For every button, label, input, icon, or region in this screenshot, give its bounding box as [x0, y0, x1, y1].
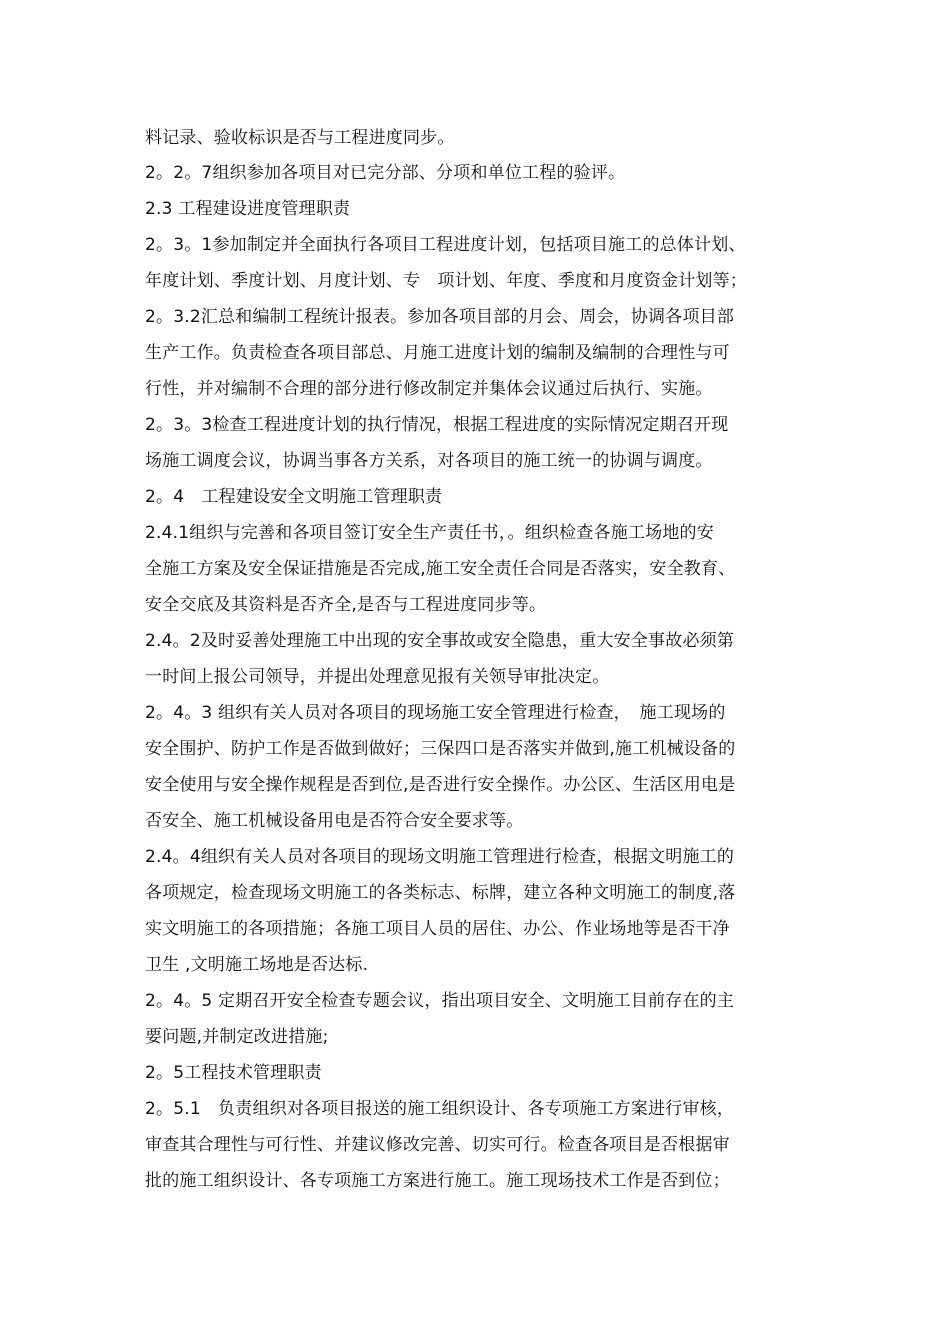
- section-heading: 2.3 工程建设进度管理职责: [145, 199, 351, 219]
- text-line: 年度计划、季度计划、月度计划、专 项计划、年度、季度和月度资金计划等；: [145, 271, 747, 291]
- text-line: 全施工方案及安全保证措施是否完成,施工安全责任合同是否落实，安全教育、: [145, 559, 736, 579]
- text-line: 审查其合理性与可行性、并建议修改完善、切实可行。检查各项目是否根据审: [145, 1135, 730, 1155]
- text-line: 卫生 ,文明施工场地是否达标.: [145, 955, 369, 975]
- text-line: 行性，并对编制不合理的部分进行修改制定并集体会议通过后执行、实施。: [145, 379, 713, 399]
- text-line: 2。5.1 负责组织对各项目报送的施工组织设计、各专项施工方案进行审核，: [145, 1099, 735, 1119]
- text-line: 生产工作。负责检查各项目部总、月施工进度计划的编制及编制的合理性与可: [145, 343, 730, 363]
- text-line: 2。2。7组织参加各项目对已完分部、分项和单位工程的验评。: [145, 163, 626, 183]
- text-line: 批的施工组织设计、各专项施工方案进行施工。施工现场技术工作是否到位；: [145, 1171, 730, 1191]
- text-line: 一时间上报公司领导，并提出处理意见报有关领导审批决定。: [145, 667, 610, 687]
- text-line: 安全围护、防护工作是否做到做好；三保四口是否落实并做到,施工机械设备的: [145, 739, 736, 759]
- text-line: 料记录、验收标识是否与工程进度同步。: [145, 128, 455, 148]
- text-line: 要问题,并制定改进措施;: [145, 1027, 329, 1047]
- text-line: 2.4。4组织有关人员对各项目的现场文明施工管理进行检查，根据文明施工的: [145, 847, 735, 867]
- text-line: 2。3。3检查工程进度计划的执行情况，根据工程进度的实际情况定期召开现: [145, 415, 729, 435]
- text-line: 2。3.2汇总和编制工程统计报表。参加各项目部的月会、周会，协调各项目部: [145, 307, 735, 327]
- text-line: 安全交底及其资料是否齐全,是否与工程进度同步等。: [145, 595, 547, 615]
- text-line: 实文明施工的各项措施；各施工项目人员的居住、办公、作业场地等是否干净: [145, 919, 730, 939]
- text-line: 各项规定，检查现场文明施工的各类标志、标牌，建立各种文明施工的制度,落: [145, 883, 736, 903]
- section-heading: 2。5工程技术管理职责: [145, 1063, 322, 1083]
- text-line: 2.4。2及时妥善处理施工中出现的安全事故或安全隐患，重大安全事故必须第: [145, 631, 735, 651]
- text-line: 2。4。3 组织有关人员对各项目的现场施工安全管理进行检查， 施工现场的: [145, 703, 726, 723]
- text-line: 场施工调度会议，协调当事各方关系，对各项目的施工统一的协调与调度。: [145, 451, 713, 471]
- text-line: 2.4.1组织与完善和各项目签订安全生产责任书，。组织检查各施工场地的安: [145, 523, 714, 543]
- text-line: 否安全、施工机械设备用电是否符合安全要求等。: [145, 811, 524, 831]
- text-line: 安全使用与安全操作规程是否到位,是否进行安全操作。办公区、生活区用电是: [145, 775, 736, 795]
- section-heading: 2。4 工程建设安全文明施工管理职责: [145, 487, 443, 507]
- text-line: 2。3。1参加制定并全面执行各项目工程进度计划，包括项目施工的总体计划、: [145, 235, 746, 255]
- text-line: 2。4。5 定期召开安全检查专题会议，指出项目安全、文明施工目前存在的主: [145, 991, 735, 1011]
